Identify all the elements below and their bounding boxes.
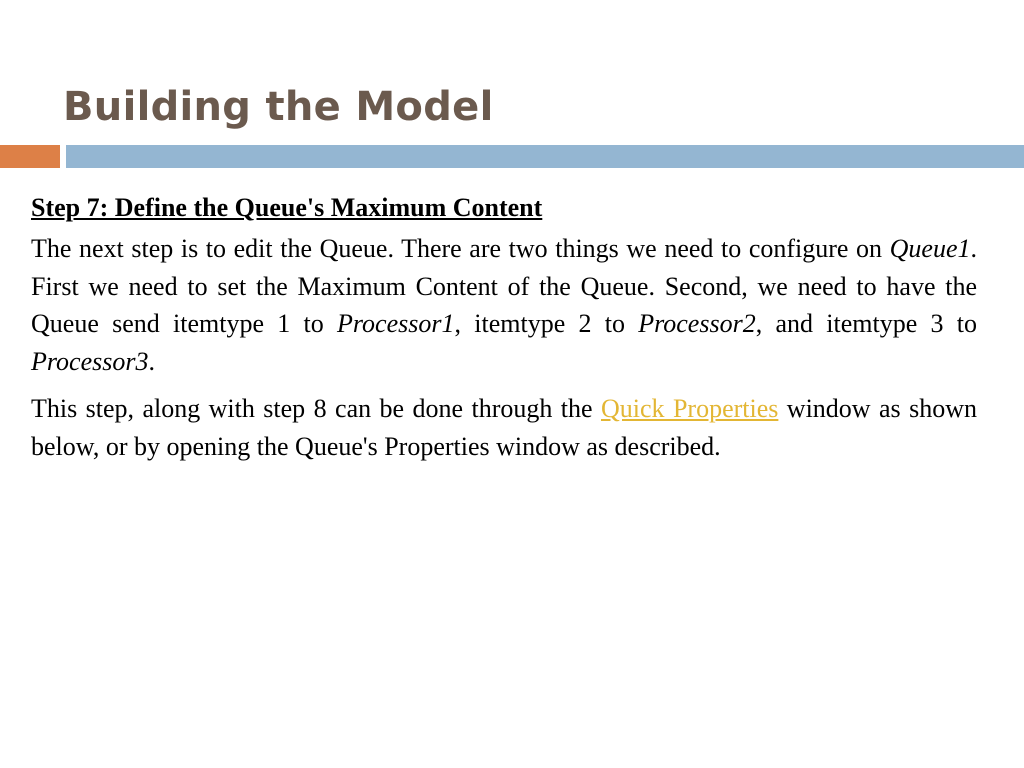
processor1-name: Processor1: [337, 309, 455, 338]
paragraph-1-text-5: .: [148, 346, 155, 376]
paragraph-2: [31, 390, 977, 465]
quick-properties-link[interactable]: Quick Properties: [600, 394, 779, 423]
paragraph-2-text-1: This step, along with step 8 can be done through the: [31, 394, 601, 423]
paragraph-2-text-2: window as shown below, or by opening the Queue's Properties window as described.: [31, 394, 977, 461]
slide-content: [31, 190, 977, 475]
paragraph-1: [31, 230, 977, 380]
processor2-name: Processor2: [638, 309, 756, 338]
title-divider-bar: [66, 145, 1024, 168]
slide-title: Building the Model: [63, 84, 494, 130]
queue1-name: Queue1: [889, 234, 971, 263]
paragraph-1-text-1: The next step is to edit the Queue. There are two things we need to configure on: [31, 234, 890, 263]
paragraph-1-text-3: , itemtype 2 to: [454, 309, 639, 338]
paragraph-1-text-4: , and itemtype 3 to: [755, 309, 977, 338]
step-heading: Step 7: Define the Queue's Maximum Content: [31, 193, 543, 222]
processor3-name: Processor3: [31, 346, 149, 376]
paragraph-1-text-2: . First we need to set the Maximum Content of the Queue. Second, we need to have the Queue send itemtype 1 to: [31, 234, 977, 338]
title-accent-bar: [0, 145, 60, 168]
